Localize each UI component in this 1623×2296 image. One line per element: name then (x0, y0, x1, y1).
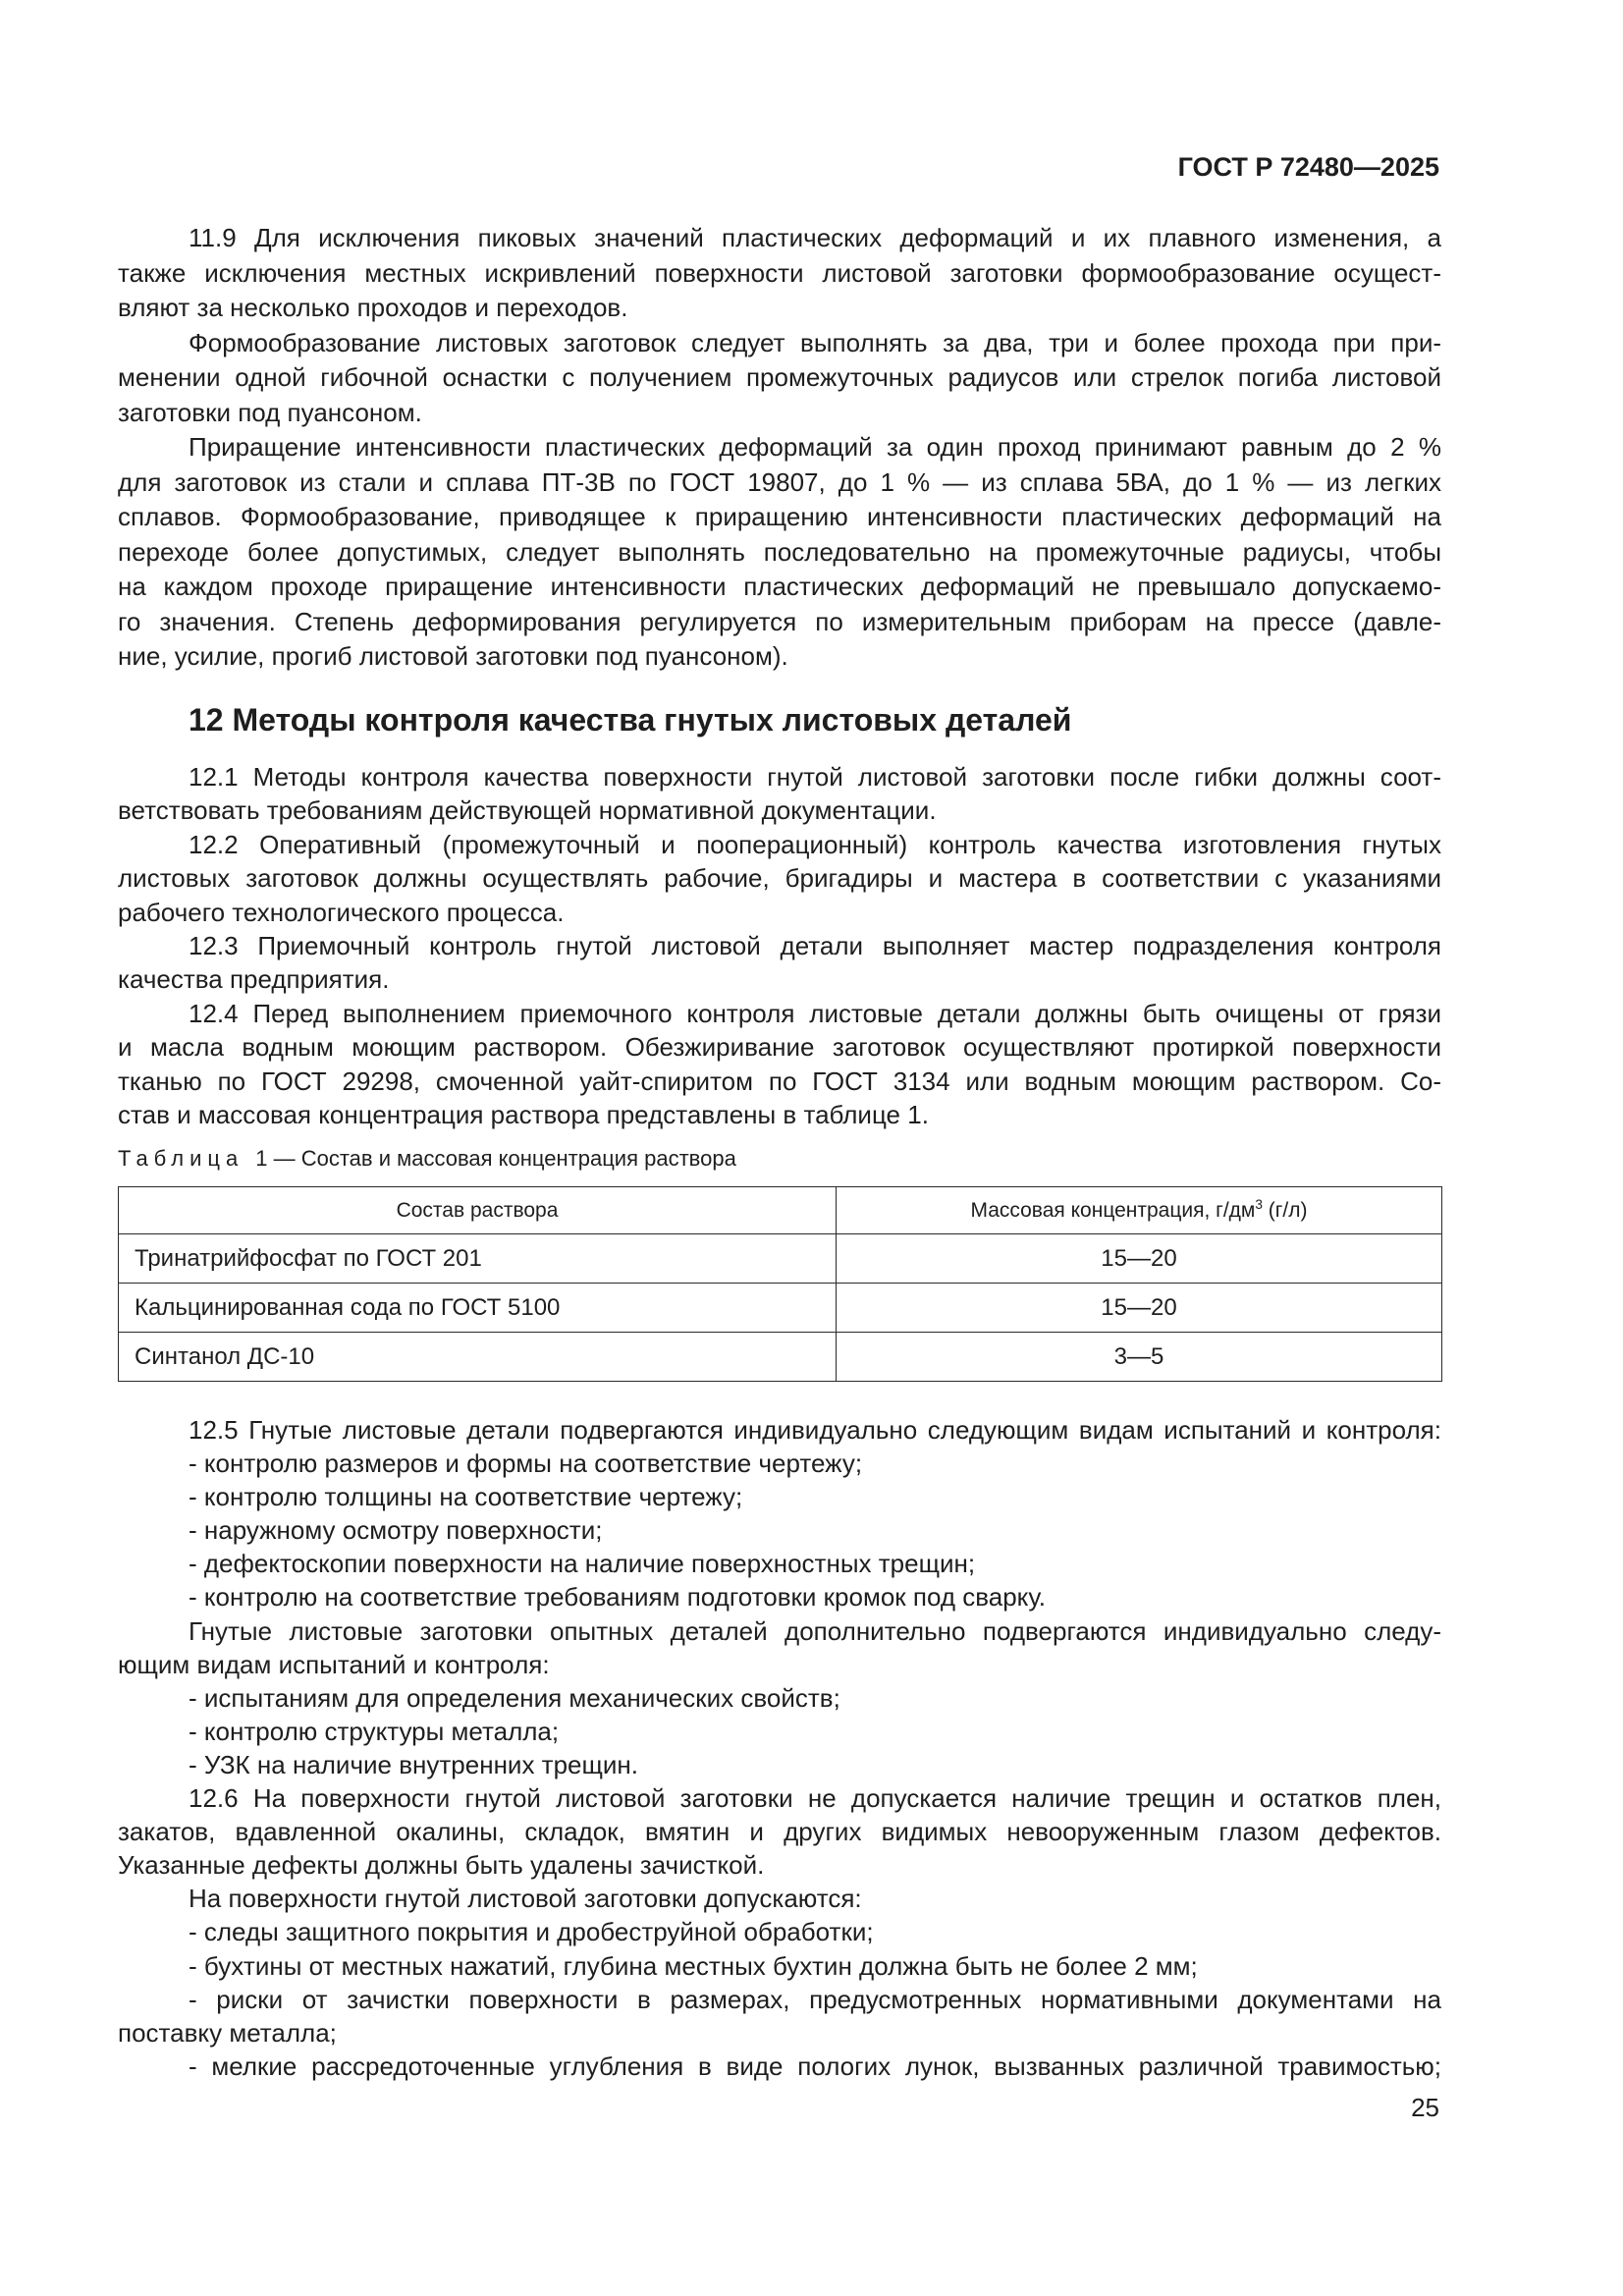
list-item (118, 1983, 1441, 2050)
table-row (119, 1234, 1442, 1284)
paragraph-line: 11.9 Для исключения пиковых значений пластических деформаций и их плавного изменения, а (189, 223, 1441, 252)
table-caption-label: Таблица (118, 1146, 244, 1171)
paragraph-line: закатов, вдавленной окалины, складок, вмятин и других видимых невооруженным глазом дефектов. (118, 1817, 1441, 1847)
column-header-concentration-text: Массовая концентрация, г/дм (970, 1198, 1256, 1222)
paragraph-12-4 (118, 997, 1441, 1132)
paragraph-12-3 (118, 929, 1441, 997)
paragraph-line: сплавов. Формообразование, приводящее к приращению интенсивности пластических деформаций на (118, 502, 1441, 531)
composition-table (118, 1186, 1442, 1382)
list-item: - наружному осмотру поверхности; (189, 1515, 603, 1546)
paragraph-line: ветствовать требованиям действующей нормативной документации. (118, 795, 937, 826)
list-item: - следы защитного покрытия и дробеструйной обработки; (189, 1917, 874, 1947)
table-caption (118, 1144, 736, 1174)
paragraph-line: и масла водным моющим раствором. Обезжиривание заготовок осуществляют протиркой поверхности (118, 1032, 1441, 1063)
paragraph-line: 12.2 Оперативный (промежуточный и пооперационный) контроль качества изготовления гнутых (189, 829, 1441, 859)
paragraph-line: менении одной гибочной оснастки с получением промежуточных радиусов или стрелок погиба листовой (118, 362, 1441, 392)
paragraph-line: Приращение интенсивности пластических деформаций за один проход принимают равным до 2 % (189, 432, 1441, 462)
paragraph-line: Гнутые листовые заготовки опытных деталей дополнительно подвергаются индивидуально следу- (189, 1615, 1441, 1646)
paragraph-line: качества предприятия. (118, 964, 390, 995)
paragraph-12-6 (118, 1781, 1441, 1882)
paragraph-line: для заготовок из стали и сплава ПТ-3В по ГОСТ 19807, до 1 % — из сплава 5ВА, до 1 % — из легких (118, 466, 1441, 497)
column-header-superscript: 3 (1255, 1196, 1263, 1212)
cell-composition: Кальцинированная сода по ГОСТ 5100 (119, 1284, 837, 1333)
list-item: - контролю на соответствие требованиям подготовки кромок под сварку. (189, 1582, 1046, 1613)
table-header (119, 1187, 1442, 1234)
paragraph-12-5 (118, 1413, 1441, 1614)
section-heading: 12 Методы контроля качества гнутых листовых деталей (189, 702, 1072, 738)
list-item: - мелкие рассредоточенные углубления в виде пологих лунок, вызванных различной травимостью; (189, 2050, 1441, 2081)
list-item: - испытаниям для определения механических свойств; (189, 1682, 840, 1713)
paragraph-line: рабочего технологического процесса. (118, 897, 565, 927)
table-caption-text: 1 — Состав и массовая концентрация раствора (255, 1146, 736, 1171)
list-item: - дефектоскопии поверхности на наличие поверхностных трещин; (189, 1549, 976, 1579)
paragraph-line: ющим видам испытаний и контроля: (118, 1649, 550, 1679)
table-body (119, 1234, 1442, 1382)
column-header-concentration-unit: (г/л) (1262, 1198, 1308, 1222)
paragraph-line: листовых заготовок должны осуществлять рабочие, бригадиры и мастера в соответствии с указаниями (118, 863, 1441, 894)
cell-composition: Синтанол ДС-10 (119, 1333, 837, 1382)
paragraph-line: 12.5 Гнутые листовые детали подвергаются индивидуально следующим видам испытаний и контроля: (189, 1415, 1441, 1445)
cell-concentration: 15—20 (837, 1284, 1442, 1333)
paragraph-line: на каждом проходе приращение интенсивности пластических деформаций не превышало допускаемо- (118, 572, 1441, 601)
table-header-row (119, 1187, 1442, 1234)
section-12-text-upper (118, 760, 1441, 1131)
list-item: - контролю структуры металла; (189, 1716, 560, 1746)
section-12-text-lower (118, 1413, 1441, 2083)
paragraph-line: ние, усилие, прогиб листовой заготовки под пуансоном). (118, 641, 788, 671)
column-header-concentration (837, 1187, 1442, 1234)
paragraph-line: 12.4 Перед выполнением приемочного контроля листовые детали должны быть очищены от грязи (189, 998, 1441, 1028)
paragraph-line: Указанные дефекты должны быть удалены зачисткой. (118, 1850, 765, 1881)
page-number: 25 (1411, 2093, 1439, 2122)
paragraph-line: 12.3 Приемочный контроль гнутой листовой детали выполняет мастер подразделения контроля (189, 931, 1441, 961)
list-item: - УЗК на наличие внутренних трещин. (189, 1749, 638, 1779)
paragraph-12-2 (118, 828, 1441, 929)
list-item: - контролю толщины на соответствие чертежу; (189, 1482, 743, 1512)
column-header-composition: Состав раствора (119, 1187, 837, 1234)
paragraph-11-9 (118, 221, 1441, 326)
paragraph-line: также исключения местных искривлений поверхности листовой заготовки формообразование осущест- (118, 257, 1441, 288)
cell-concentration: 15—20 (837, 1234, 1442, 1284)
paragraph-line: Формообразование листовых заготовок следует выполнять за два, три и более прохода при при- (189, 327, 1441, 357)
list-item-line: - риски от зачистки поверхности в размерах, предусмотренных нормативными документами на (189, 1984, 1441, 2014)
paragraph-line: вляют за несколько проходов и переходов. (118, 293, 628, 322)
paragraph-line: На поверхности гнутой листовой заготовки допускаются: (189, 1884, 862, 1914)
cell-composition: Тринатрийфосфат по ГОСТ 201 (119, 1234, 837, 1284)
paragraph-forming (118, 326, 1441, 431)
list-item-line: поставку металла; (118, 2017, 337, 2048)
cell-concentration: 3—5 (837, 1333, 1442, 1382)
paragraph-line: заготовки под пуансоном. (118, 397, 422, 427)
paragraph-line: го значения. Степень деформирования регулируется по измерительным приборам на прессе (давле- (118, 606, 1441, 636)
list-item: - бухтины от местных нажатий, глубина местных бухтин должна быть не более 2 мм; (189, 1950, 1198, 1981)
paragraph-line: 12.6 На поверхности гнутой листовой заготовки не допускается наличие трещин и остатков плен, (189, 1783, 1441, 1814)
paragraph-increment (118, 430, 1441, 675)
paragraph-line: став и массовая концентрация раствора представлены в таблице 1. (118, 1100, 929, 1130)
paragraph-line: тканью по ГОСТ 29298, смоченной уайт-спиритом по ГОСТ 3134 или водным моющим раствором. Со- (118, 1066, 1441, 1096)
section-11-text (118, 221, 1441, 675)
paragraph-line: переходе более допустимых, следует выполнять последовательно на промежуточные радиусы, чтобы (118, 536, 1441, 567)
paragraph-12-1 (118, 760, 1441, 828)
paragraph-allowed-defects (118, 1882, 1441, 2083)
list-item: - контролю размеров и формы на соответствие чертежу; (189, 1449, 863, 1479)
table-row (119, 1284, 1442, 1333)
paragraph-prototype-parts (118, 1614, 1441, 1781)
document-id: ГОСТ Р 72480—2025 (1177, 152, 1439, 182)
table-row (119, 1333, 1442, 1382)
paragraph-line: 12.1 Методы контроля качества поверхности гнутой листовой заготовки после гибки должны соот- (189, 762, 1441, 792)
